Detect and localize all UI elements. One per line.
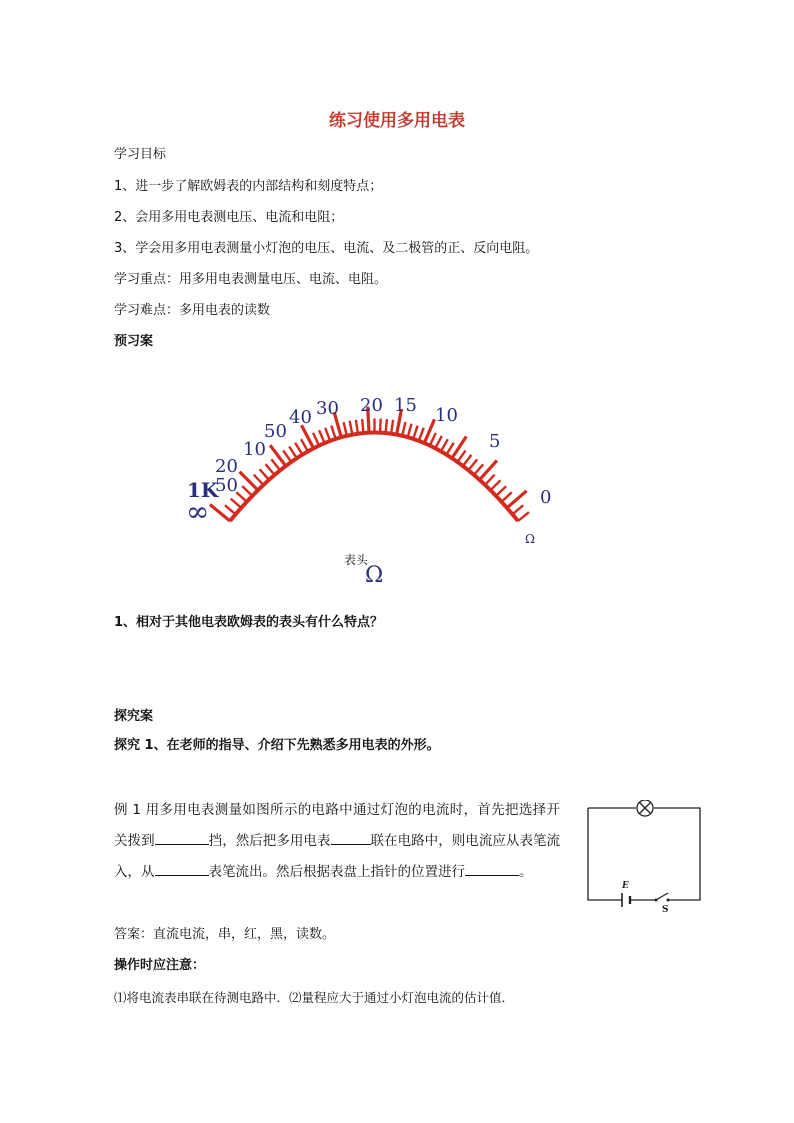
minor-tick	[266, 464, 275, 475]
battery-label: E	[622, 881, 629, 891]
minor-tick	[313, 433, 319, 446]
minor-tick	[413, 426, 417, 439]
notes-heading: 操作时应注意：	[114, 958, 206, 973]
minor-tick	[468, 459, 477, 470]
minor-tick	[457, 451, 465, 462]
major-tick	[452, 437, 466, 459]
minor-tick	[295, 443, 302, 455]
minor-tick	[446, 443, 453, 455]
example-text: 表笔流出。然后根据表盘上指针的位置进行	[208, 864, 465, 880]
objectives-heading: 学习目标	[114, 147, 167, 162]
ohm-symbol: Ω	[365, 563, 384, 588]
minor-tick	[441, 439, 448, 451]
minor-tick	[325, 428, 330, 441]
scale-label: 40	[289, 407, 312, 428]
dial-arc	[230, 433, 518, 522]
unit-symbol: Ω	[525, 532, 535, 546]
scale-label: 20	[215, 456, 238, 477]
minor-tick	[350, 421, 353, 435]
scale-label-infinity: ∞	[186, 495, 210, 528]
scale-label: 0	[540, 487, 552, 508]
scale-label: 1K	[187, 478, 219, 502]
minor-tick	[289, 447, 297, 459]
preview-heading: 预习案	[114, 334, 154, 349]
minor-tick	[463, 455, 472, 466]
scale-label: 10	[435, 405, 458, 426]
switch-pivot	[655, 899, 658, 902]
minor-tick	[356, 420, 358, 434]
inquiry-heading: 探究案	[114, 709, 154, 724]
dial-caption: 表头	[344, 553, 369, 567]
notes: ⑴将电流表串联在待测电路中．⑵量程应大于通过小灯泡电流的估计值．	[114, 990, 515, 1005]
answer-blank[interactable]	[331, 830, 371, 845]
minor-tick	[408, 424, 412, 438]
example-1	[114, 795, 560, 888]
minor-tick	[435, 436, 442, 448]
switch-label: S	[662, 905, 669, 912]
minor-tick	[225, 505, 236, 514]
minor-tick	[491, 480, 501, 490]
minor-tick	[474, 464, 483, 475]
circuit-wire	[588, 808, 700, 900]
minor-tick	[386, 419, 387, 433]
minor-tick	[518, 512, 529, 521]
minor-tick	[362, 419, 363, 433]
minor-tick	[496, 486, 506, 496]
scale-label: 5	[489, 431, 501, 452]
minor-tick	[391, 420, 393, 434]
minor-tick	[380, 419, 381, 433]
minor-tick	[301, 439, 308, 451]
minor-tick	[485, 475, 495, 485]
scale-label: 15	[394, 395, 417, 416]
scale-label: 50	[215, 475, 238, 496]
dial-ticks	[210, 407, 529, 521]
example-text: 挡，然后把多用电表	[208, 833, 331, 849]
major-tick	[270, 445, 286, 466]
key-point: 学习重点：用多用电表测量电压、电流、电阻。	[114, 272, 388, 287]
answer-blank[interactable]	[155, 830, 209, 845]
minor-tick	[236, 492, 246, 502]
scale-label: 50	[264, 421, 287, 442]
minor-tick	[319, 430, 325, 443]
scale-label: 30	[316, 398, 339, 419]
minor-tick	[231, 499, 242, 508]
objective-item: 2、会用多用电表测电压、电流和电阻；	[114, 210, 344, 225]
difficulty: 学习难点：多用电表的读数	[114, 303, 271, 318]
inquiry-task-1: 探究 1、在老师的指导、介绍下先熟悉多用电表的外形。	[114, 738, 440, 753]
major-tick	[480, 461, 497, 480]
minor-tick	[419, 428, 424, 441]
scale-label: 20	[360, 395, 383, 416]
example-text: 联在电路中，则电流应从表笔流入，从	[114, 833, 561, 880]
minor-tick	[283, 451, 291, 463]
minor-tick	[513, 505, 524, 514]
minor-tick	[260, 469, 269, 480]
answer-blank[interactable]	[155, 861, 209, 876]
minor-tick	[430, 433, 436, 446]
circuit-diagram	[582, 800, 706, 912]
minor-tick	[502, 492, 512, 502]
objective-item: 1、进一步了解欧姆表的内部结构和刻度特点；	[114, 179, 383, 194]
question-1: 1、相对于其他电表欧姆表的表头有什么特点？	[114, 615, 384, 630]
answer: 答案：直流电流，串，红，黑，读数。	[114, 927, 336, 942]
example-text: 例 1 用多用电表测量如图所示的电路中通过灯泡的电流时，首先把选择开关拨到	[114, 802, 560, 849]
scale-label: 10	[243, 439, 266, 460]
minor-tick	[271, 459, 280, 470]
page-title: 练习使用多用电表	[329, 111, 465, 131]
minor-tick	[254, 475, 264, 485]
switch-icon	[656, 893, 668, 900]
minor-tick	[344, 422, 347, 436]
minor-tick	[242, 486, 252, 496]
objective-item: 3、学会用多用电表测量小灯泡的电压、电流、及二极管的正、反向电阻。	[114, 241, 539, 256]
example-text: 。	[519, 864, 533, 880]
minor-tick	[331, 426, 335, 439]
answer-blank[interactable]	[465, 861, 519, 876]
minor-tick	[402, 422, 405, 436]
switch-contact	[667, 899, 670, 902]
